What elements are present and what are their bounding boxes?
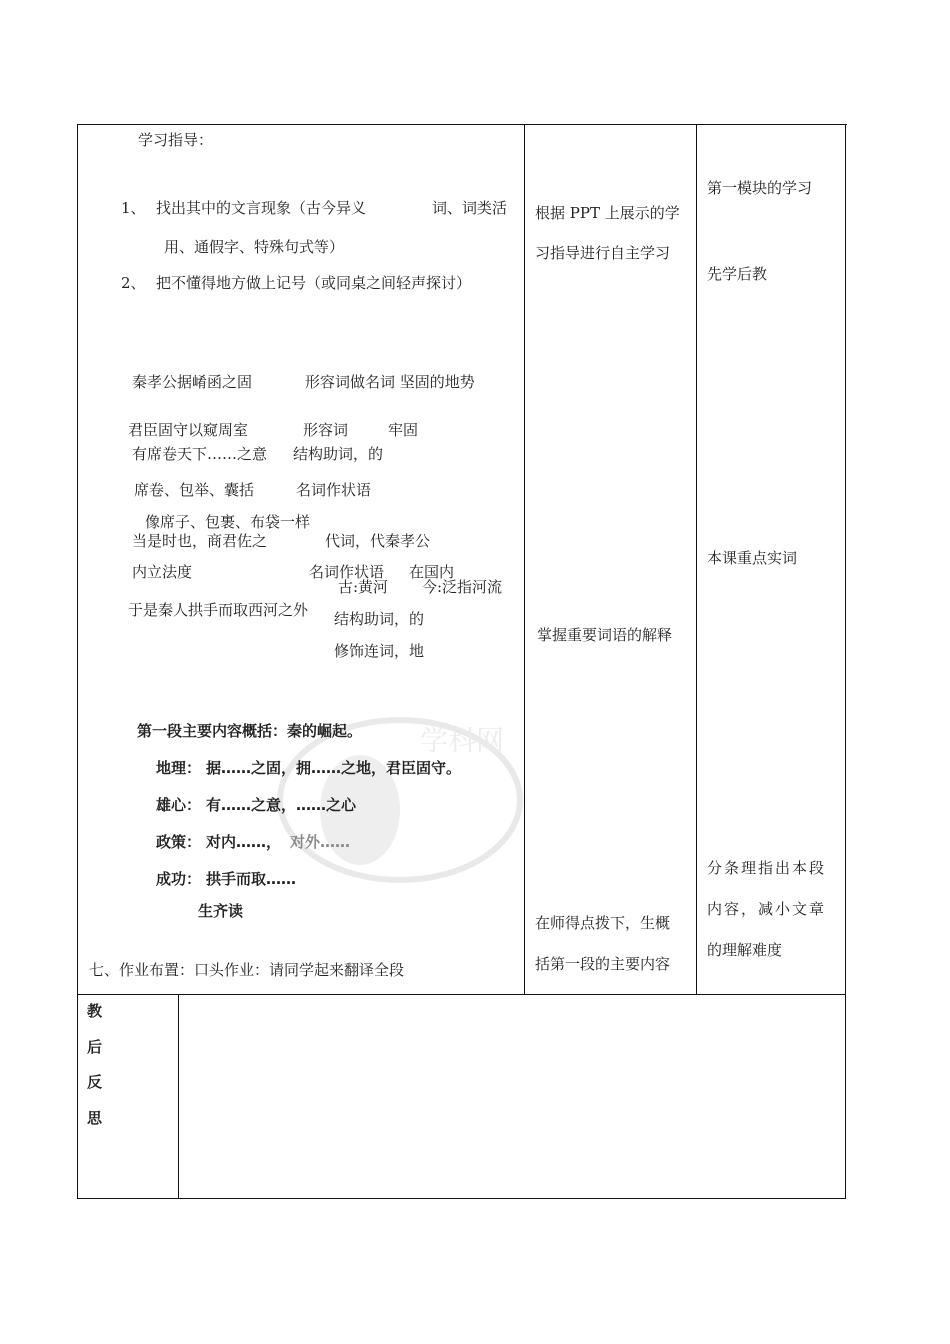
vocab-note: 代词，代秦孝公 bbox=[325, 532, 431, 550]
reflection-label-char: 思 bbox=[87, 1109, 103, 1127]
middle-item-1a: 根据 PPT 上展示的学 bbox=[535, 204, 680, 222]
vocab-phrase: 像席子、包裹、布袋一样 bbox=[145, 513, 311, 531]
right-item-3a: 分条理指出本段 bbox=[707, 859, 827, 877]
reflection-label-char: 后 bbox=[87, 1038, 103, 1056]
reflection-divider bbox=[178, 995, 179, 1199]
table-left-border bbox=[77, 124, 78, 1199]
summary-text: 有……之意，……之心 bbox=[206, 796, 357, 814]
svg-text:学科网: 学科网 bbox=[420, 724, 505, 757]
guide-heading: 学习指导： bbox=[138, 131, 214, 149]
vocab-note: 名词作状语 bbox=[309, 563, 385, 581]
vocab-phrase: 修饰连词，地 bbox=[334, 642, 425, 660]
right-item-1b: 先学后教 bbox=[707, 265, 768, 283]
vocab-phrase: 君臣固守以窥周室 bbox=[128, 421, 249, 439]
summary-text: 据……之固，拥……之地，君臣固守。 bbox=[206, 759, 462, 777]
row-divider bbox=[77, 994, 846, 995]
guide-item-2-text: 把不懂得地方做上记号（或同桌之间轻声探讨） bbox=[156, 274, 472, 292]
middle-item-3a: 在师得点拨下，生概 bbox=[535, 914, 671, 932]
vocab-meaning: 牢固 bbox=[388, 421, 419, 439]
homework: 七、作业布置：口头作业：请同学起来翻译全段 bbox=[89, 961, 405, 979]
vocab-phrase: 有席卷天下……之意 bbox=[132, 445, 268, 463]
summary-text-gray: 对外…… bbox=[290, 833, 351, 851]
vocab-phrase: 席卷、包举、囊括 bbox=[134, 481, 255, 499]
vocab-phrase: 于是秦人拱手而取西河之外 bbox=[128, 601, 309, 619]
vocab-phrase: 古:黄河 bbox=[338, 578, 389, 596]
middle-item-2: 掌握重要词语的解释 bbox=[537, 626, 673, 644]
summary-label: 地理： bbox=[156, 759, 202, 777]
vocab-phrase: 结构助词，的 bbox=[334, 610, 425, 628]
vocab-phrase: 内立法度 bbox=[132, 563, 193, 581]
vocab-note: 今:泛指河流 bbox=[422, 578, 503, 596]
summary-label: 政策： bbox=[156, 833, 202, 851]
middle-item-3b: 括第一段的主要内容 bbox=[535, 955, 671, 973]
summary-label: 成功： bbox=[156, 870, 202, 888]
table-right-border bbox=[845, 124, 846, 1199]
table-bottom-border bbox=[77, 1198, 846, 1199]
reflection-label-char: 教 bbox=[87, 1002, 103, 1020]
vocab-note: 形容词做名词 坚固的地势 bbox=[305, 373, 475, 391]
reflection-label-char: 反 bbox=[87, 1073, 103, 1091]
right-item-3c: 的理解难度 bbox=[707, 941, 783, 959]
guide-item-1-text-b: 词、词类活 bbox=[432, 199, 508, 217]
vocab-phrase: 秦孝公据崤函之固 bbox=[132, 373, 253, 391]
vocab-phrase: 当是时也，商君佐之 bbox=[132, 532, 268, 550]
summary-read: 生齐读 bbox=[198, 902, 244, 920]
right-item-2: 本课重点实词 bbox=[707, 549, 798, 567]
guide-item-2-number: 2、 bbox=[121, 274, 146, 292]
vocab-note: 形容词 bbox=[303, 421, 349, 439]
right-item-1a: 第一模块的学习 bbox=[707, 179, 813, 197]
summary-text: 拱手而取…… bbox=[206, 870, 297, 888]
right-item-3b: 内容，减小文章 bbox=[707, 900, 827, 918]
summary-title: 第一段主要内容概括：秦的崛起。 bbox=[137, 722, 363, 740]
middle-item-1b: 习指导进行自主学习 bbox=[535, 244, 671, 262]
vocab-note: 结构助词，的 bbox=[293, 445, 384, 463]
guide-item-1-text-c: 用、通假字、特殊句式等） bbox=[164, 238, 345, 256]
table-top-border bbox=[77, 124, 847, 125]
column-divider-1 bbox=[524, 124, 525, 995]
column-divider-2 bbox=[696, 124, 697, 995]
summary-text: 对内……， bbox=[206, 833, 282, 851]
summary-label: 雄心： bbox=[156, 796, 202, 814]
guide-item-1-text: 找出其中的文言现象（古今异义 bbox=[156, 199, 367, 217]
vocab-note: 在国内 bbox=[409, 563, 455, 581]
guide-item-1-number: 1、 bbox=[121, 199, 146, 217]
vocab-note: 名词作状语 bbox=[296, 481, 372, 499]
